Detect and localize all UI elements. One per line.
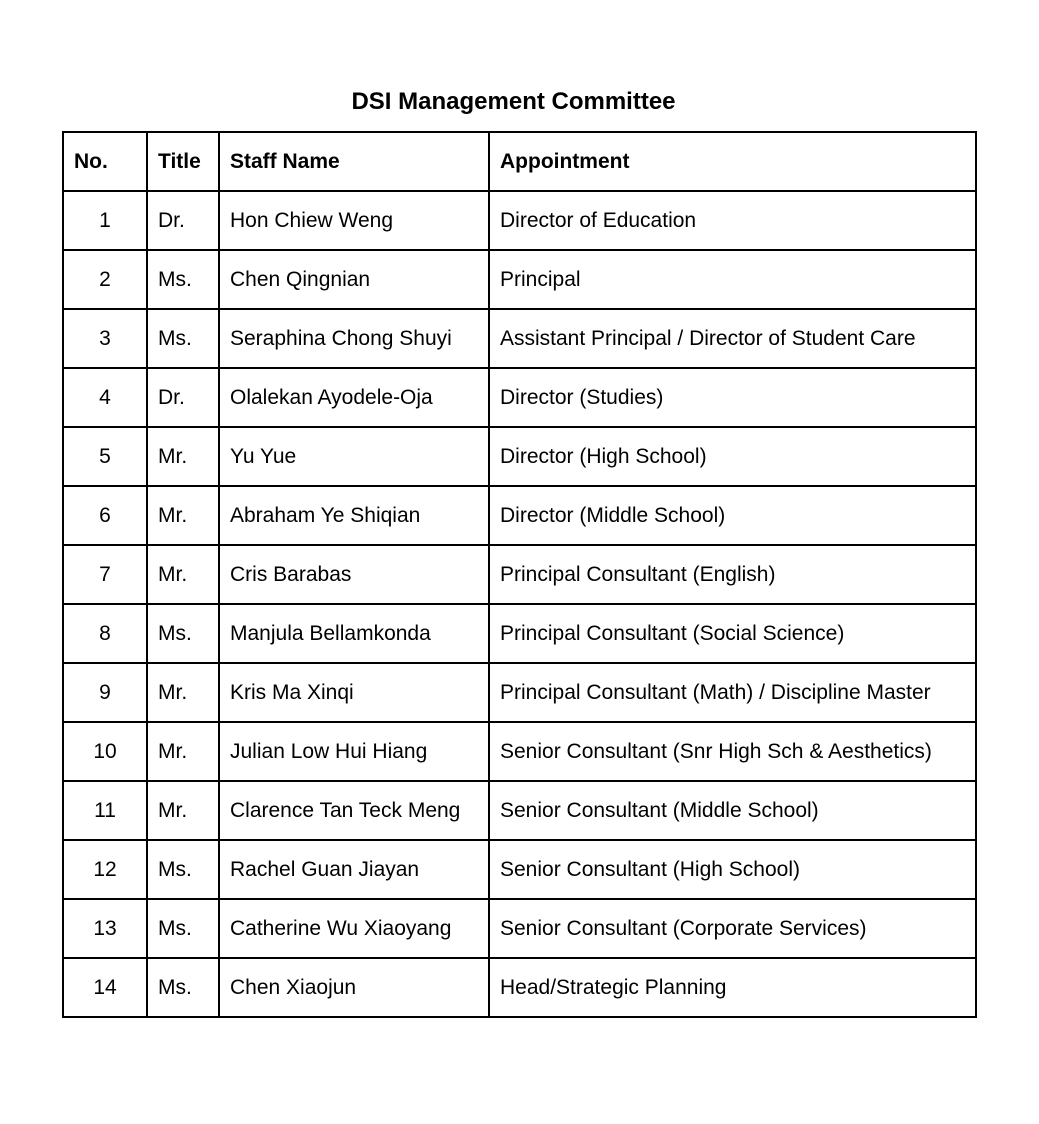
row-number: 9 <box>63 663 147 722</box>
staff-title: Mr. <box>147 663 219 722</box>
staff-title: Mr. <box>147 722 219 781</box>
table-row <box>63 486 976 545</box>
staff-title: Mr. <box>147 486 219 545</box>
staff-title: Ms. <box>147 604 219 663</box>
table-header-row <box>63 132 976 191</box>
staff-name: Rachel Guan Jiayan <box>219 840 489 899</box>
table-row <box>63 309 976 368</box>
staff-title: Ms. <box>147 958 219 1017</box>
page-title: DSI Management Committee <box>351 88 676 116</box>
staff-appointment: Senior Consultant (Middle School) <box>489 781 976 840</box>
staff-title: Mr. <box>147 545 219 604</box>
row-number: 13 <box>63 899 147 958</box>
table-row <box>63 722 976 781</box>
row-number: 1 <box>63 191 147 250</box>
staff-title: Dr. <box>147 191 219 250</box>
staff-name: Abraham Ye Shiqian <box>219 486 489 545</box>
table-row <box>63 191 976 250</box>
staff-name: Julian Low Hui Hiang <box>219 722 489 781</box>
staff-appointment: Principal Consultant (Social Science) <box>489 604 976 663</box>
staff-title: Dr. <box>147 368 219 427</box>
staff-appointment: Assistant Principal / Director of Student Care <box>489 309 976 368</box>
table-row <box>63 899 976 958</box>
row-number: 12 <box>63 840 147 899</box>
staff-name: Clarence Tan Teck Meng <box>219 781 489 840</box>
row-number: 2 <box>63 250 147 309</box>
staff-appointment: Head/Strategic Planning <box>489 958 976 1017</box>
staff-appointment: Senior Consultant (Snr High Sch & Aesthetics) <box>489 722 976 781</box>
table-row <box>63 958 976 1017</box>
table-row <box>63 427 976 486</box>
row-number: 10 <box>63 722 147 781</box>
staff-name: Chen Xiaojun <box>219 958 489 1017</box>
staff-name: Olalekan Ayodele-Oja <box>219 368 489 427</box>
staff-title: Ms. <box>147 309 219 368</box>
row-number: 6 <box>63 486 147 545</box>
staff-name: Kris Ma Xinqi <box>219 663 489 722</box>
row-number: 11 <box>63 781 147 840</box>
staff-appointment: Senior Consultant (Corporate Services) <box>489 899 976 958</box>
row-number: 8 <box>63 604 147 663</box>
table-row <box>63 604 976 663</box>
staff-name: Seraphina Chong Shuyi <box>219 309 489 368</box>
staff-title: Ms. <box>147 250 219 309</box>
staff-appointment: Senior Consultant (High School) <box>489 840 976 899</box>
staff-appointment: Principal <box>489 250 976 309</box>
staff-name: Manjula Bellamkonda <box>219 604 489 663</box>
table-row <box>63 368 976 427</box>
row-number: 4 <box>63 368 147 427</box>
staff-appointment: Director (High School) <box>489 427 976 486</box>
column-header-title: Title <box>147 132 219 191</box>
staff-name: Hon Chiew Weng <box>219 191 489 250</box>
table-row <box>63 840 976 899</box>
table-row <box>63 545 976 604</box>
row-number: 5 <box>63 427 147 486</box>
staff-name: Yu Yue <box>219 427 489 486</box>
staff-appointment: Director (Middle School) <box>489 486 976 545</box>
staff-name: Cris Barabas <box>219 545 489 604</box>
staff-appointment: Principal Consultant (English) <box>489 545 976 604</box>
row-number: 7 <box>63 545 147 604</box>
staff-appointment: Director of Education <box>489 191 976 250</box>
row-number: 14 <box>63 958 147 1017</box>
committee-table <box>62 131 977 1018</box>
staff-title: Ms. <box>147 899 219 958</box>
column-header-appointment: Appointment <box>489 132 976 191</box>
staff-name: Chen Qingnian <box>219 250 489 309</box>
table-row <box>63 250 976 309</box>
staff-title: Ms. <box>147 840 219 899</box>
staff-appointment: Principal Consultant (Math) / Discipline Master <box>489 663 976 722</box>
row-number: 3 <box>63 309 147 368</box>
staff-title: Mr. <box>147 781 219 840</box>
table-row <box>63 781 976 840</box>
column-header-staff-name: Staff Name <box>219 132 489 191</box>
staff-appointment: Director (Studies) <box>489 368 976 427</box>
staff-name: Catherine Wu Xiaoyang <box>219 899 489 958</box>
staff-title: Mr. <box>147 427 219 486</box>
column-header-no: No. <box>63 132 147 191</box>
table-row <box>63 663 976 722</box>
